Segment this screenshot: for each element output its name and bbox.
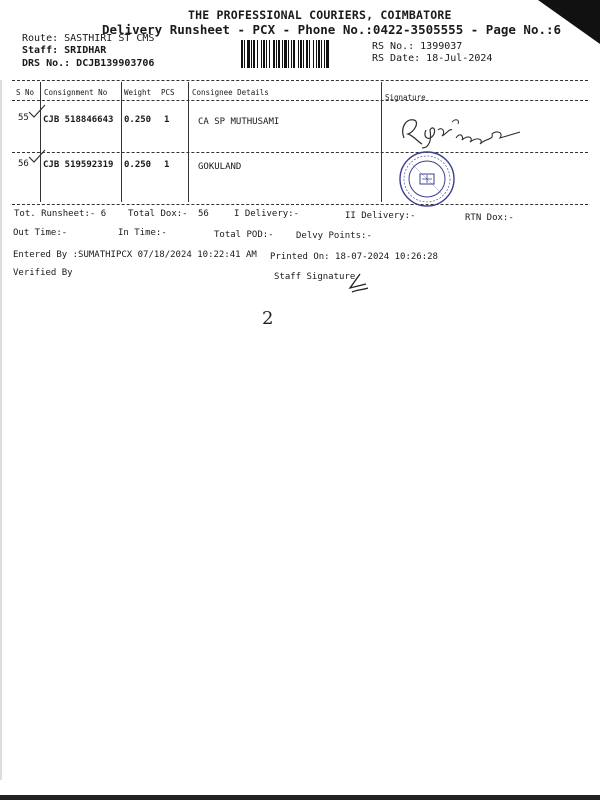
- col-header-consignee: Consignee Details: [192, 88, 269, 97]
- table-row-weight: 0.250: [124, 160, 152, 170]
- column-divider: [40, 82, 41, 202]
- in-time: In Time:-: [118, 228, 167, 238]
- rs-date: RS Date: 18-Jul-2024: [372, 53, 493, 64]
- drs-number: DRS No.: DCJB139903706: [22, 58, 155, 69]
- table-header-rule: [12, 100, 588, 101]
- table-row-weight: 0.250: [124, 115, 152, 125]
- table-row-consignment: CJB 519592319: [43, 160, 114, 170]
- rs-number: RS No.: 1399037: [372, 41, 463, 52]
- handwritten-signature: [396, 108, 526, 152]
- col-header-sno: S No: [16, 88, 35, 97]
- table-row-sno: 55: [18, 113, 29, 123]
- col-header-signature: Signature: [385, 93, 426, 102]
- printed-on: Printed On: 18-07-2024 10:26:28: [270, 252, 438, 262]
- col-header-pcs: PCS: [161, 88, 175, 97]
- total-pod: Total POD:-: [214, 230, 274, 240]
- company-name: THE PROFESSIONAL COURIERS, COIMBATORE: [188, 8, 452, 22]
- entered-by: Entered By :SUMATHIPCX 07/18/2024 10:22:41 AM: [13, 250, 257, 260]
- table-row-consignment: CJB 518846643: [43, 115, 114, 125]
- staff-signature-label: Staff Signature: [274, 272, 356, 282]
- delvy-points: Delvy Points:-: [296, 231, 372, 241]
- ii-delivery: II Delivery:-: [345, 211, 416, 221]
- column-divider: [121, 82, 122, 202]
- total-runsheet: Tot. Runsheet:- 6: [14, 209, 107, 219]
- i-delivery: I Delivery:-: [234, 209, 300, 219]
- rtn-dox: RTN Dox:-: [465, 213, 514, 223]
- scan-edge-shadow: [0, 80, 2, 780]
- total-dox-label: Total Dox:-: [128, 209, 188, 219]
- check-mark-icon: [28, 104, 46, 118]
- out-time: Out Time:-: [13, 228, 68, 238]
- runsheet-title: Delivery Runsheet - PCX - Phone No.:0422-3505555 - Page No.:6: [102, 22, 562, 37]
- table-row-consignee: CA SP MUTHUSAMI: [198, 117, 280, 127]
- table-row-pcs: 1: [164, 115, 170, 125]
- staff-signature-mark: [346, 272, 370, 296]
- col-header-consignment: Consignment No: [44, 88, 108, 97]
- handwritten-number: 2: [262, 308, 274, 329]
- table-row-sno: 56: [18, 159, 29, 169]
- column-divider: [188, 82, 189, 202]
- table-bottom-rule: [12, 204, 588, 205]
- route-label: Route: SASTHIRI ST CMS: [22, 33, 155, 44]
- table-top-rule: [12, 80, 588, 81]
- total-dox-value: 56: [198, 209, 209, 219]
- verified-by: Verified By: [13, 268, 73, 278]
- barcode: [240, 40, 366, 68]
- company-stamp: [398, 150, 456, 208]
- table-row-pcs: 1: [164, 160, 170, 170]
- check-mark-icon: [28, 149, 46, 163]
- row-separator: [12, 152, 588, 153]
- scan-bottom-edge: [0, 795, 600, 800]
- col-header-weight: Weight: [124, 88, 152, 97]
- column-divider: [381, 82, 382, 202]
- staff-label: Staff: SRIDHAR: [22, 45, 107, 56]
- table-row-consignee: GOKULAND: [198, 162, 242, 172]
